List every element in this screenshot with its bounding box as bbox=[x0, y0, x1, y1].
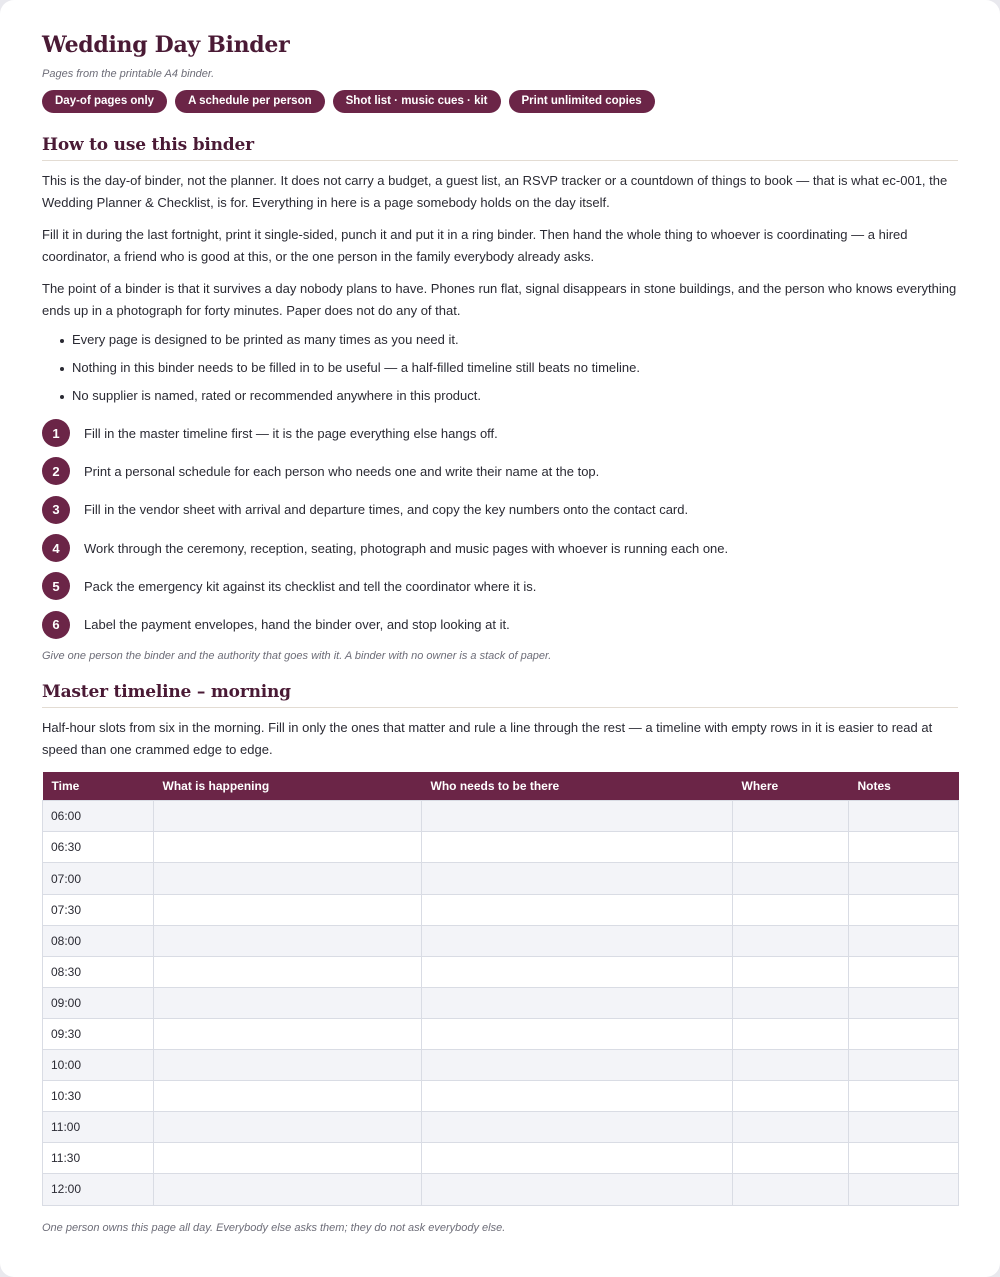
who-cell bbox=[422, 863, 733, 894]
intro-paragraph-1: This is the day-of binder, not the planner. It does not carry a budget, a guest list, an RSVP tracker or a countdown of things to book — that is what ec-001, the Wedding Planner & Checklist, is for. Everything in here is a page somebody holds on the day itself. bbox=[42, 173, 948, 210]
who-cell bbox=[422, 1050, 733, 1081]
timeline-table bbox=[42, 772, 959, 1206]
notes-cell bbox=[849, 956, 959, 987]
timeline-heading: Master timeline – morning bbox=[42, 682, 958, 708]
step-list bbox=[42, 414, 958, 644]
table-row bbox=[43, 801, 959, 832]
table-row bbox=[43, 863, 959, 894]
step-number-badge: 1 bbox=[42, 419, 70, 447]
column-header-who: Who needs to be there bbox=[422, 772, 733, 801]
what-cell bbox=[154, 987, 422, 1018]
notes-cell bbox=[849, 1112, 959, 1143]
notes-cell bbox=[849, 987, 959, 1018]
notes-cell bbox=[849, 1143, 959, 1174]
who-cell bbox=[422, 956, 733, 987]
table-row bbox=[43, 1112, 959, 1143]
who-cell bbox=[422, 1143, 733, 1174]
where-cell bbox=[733, 1081, 849, 1112]
table-header-row bbox=[43, 772, 959, 801]
what-cell bbox=[154, 1112, 422, 1143]
how-to-use-heading: How to use this binder bbox=[42, 135, 958, 161]
notes-cell bbox=[849, 832, 959, 863]
step-number-badge: 2 bbox=[42, 457, 70, 485]
page-title: Wedding Day Binder bbox=[42, 32, 290, 58]
what-cell bbox=[154, 801, 422, 832]
column-header-time: Time bbox=[43, 772, 154, 801]
step-number-badge: 4 bbox=[42, 534, 70, 562]
who-cell bbox=[422, 832, 733, 863]
table-row bbox=[43, 1143, 959, 1174]
time-cell: 09:00 bbox=[43, 987, 154, 1018]
step-text: Label the payment envelopes, hand the binder over, and stop looking at it. bbox=[84, 617, 510, 633]
notes-cell bbox=[849, 1081, 959, 1112]
time-cell: 06:30 bbox=[43, 832, 154, 863]
time-cell: 10:00 bbox=[43, 1050, 154, 1081]
table-row bbox=[43, 925, 959, 956]
where-cell bbox=[733, 1174, 849, 1205]
table-row bbox=[43, 1050, 959, 1081]
step-item bbox=[42, 491, 958, 529]
time-cell: 07:30 bbox=[43, 894, 154, 925]
who-cell bbox=[422, 801, 733, 832]
time-cell: 08:30 bbox=[43, 956, 154, 987]
step-item bbox=[42, 567, 958, 605]
who-cell bbox=[422, 1081, 733, 1112]
timeline-intro: Half-hour slots from six in the morning. Fill in only the ones that matter and rule a line through the rest — a timeline with empty rows in it is easier to read at speed than one crammed edge to edge. bbox=[42, 719, 933, 757]
table-row bbox=[43, 1174, 959, 1205]
intro-paragraph-2: Fill it in during the last fortnight, print it single-sided, punch it and put it in a ring binder. Then hand the whole thing to whoever is coordinating — a hired coordinator, a friend who is good at this, or the one person in the family everybody already asks. bbox=[42, 227, 908, 264]
bullet-item: Every page is designed to be printed as many times as you need it. bbox=[60, 331, 958, 349]
who-cell bbox=[422, 1174, 733, 1205]
what-cell bbox=[154, 863, 422, 894]
step-text: Fill in the master timeline first — it is the page everything else hangs off. bbox=[84, 425, 498, 441]
table-row bbox=[43, 832, 959, 863]
what-cell bbox=[154, 956, 422, 987]
who-cell bbox=[422, 1018, 733, 1049]
feature-pills bbox=[42, 90, 958, 113]
time-cell: 11:30 bbox=[43, 1143, 154, 1174]
notes-cell bbox=[849, 1174, 959, 1205]
column-header-what: What is happening bbox=[154, 772, 422, 801]
where-cell bbox=[733, 956, 849, 987]
notes-cell bbox=[849, 1018, 959, 1049]
time-cell: 12:00 bbox=[43, 1174, 154, 1205]
time-cell: 06:00 bbox=[43, 801, 154, 832]
time-cell: 07:00 bbox=[43, 863, 154, 894]
what-cell bbox=[154, 1081, 422, 1112]
pill-day-of-pages: Day-of pages only bbox=[42, 90, 167, 113]
time-cell: 08:00 bbox=[43, 925, 154, 956]
column-header-where: Where bbox=[733, 772, 849, 801]
notes-cell bbox=[849, 925, 959, 956]
table-row bbox=[43, 1081, 959, 1112]
notes-cell bbox=[849, 801, 959, 832]
bullet-list bbox=[42, 331, 958, 405]
pill-print-unlimited: Print unlimited copies bbox=[509, 90, 655, 113]
step-number-badge: 3 bbox=[42, 496, 70, 524]
timeline-owner-note: One person owns this page all day. Everybody else asks them; they do not ask everybody else. bbox=[42, 1221, 506, 1234]
time-cell: 10:30 bbox=[43, 1081, 154, 1112]
where-cell bbox=[733, 987, 849, 1018]
notes-cell bbox=[849, 1050, 959, 1081]
step-text: Fill in the vendor sheet with arrival and departure times, and copy the key numbers onto the contact card. bbox=[84, 502, 689, 518]
pill-schedule-per-person: A schedule per person bbox=[175, 90, 325, 113]
pill-shot-list: Shot list · music cues · kit bbox=[333, 90, 501, 113]
step-text: Work through the ceremony, reception, seating, photograph and music pages with whoever is running each one. bbox=[84, 540, 729, 556]
where-cell bbox=[733, 832, 849, 863]
what-cell bbox=[154, 1050, 422, 1081]
what-cell bbox=[154, 1018, 422, 1049]
notes-cell bbox=[849, 863, 959, 894]
who-cell bbox=[422, 1112, 733, 1143]
what-cell bbox=[154, 1143, 422, 1174]
where-cell bbox=[733, 1143, 849, 1174]
bullet-item: Nothing in this binder needs to be filled in to be useful — a half-filled timeline still beats no timeline. bbox=[60, 359, 958, 377]
who-cell bbox=[422, 894, 733, 925]
where-cell bbox=[733, 863, 849, 894]
where-cell bbox=[733, 1112, 849, 1143]
where-cell bbox=[733, 1018, 849, 1049]
bullet-item: No supplier is named, rated or recommended anywhere in this product. bbox=[60, 387, 958, 405]
page-subtitle: Pages from the printable A4 binder. bbox=[42, 68, 215, 80]
what-cell bbox=[154, 832, 422, 863]
intro-paragraph-3: The point of a binder is that it survives a day nobody plans to have. Phones run flat, signal disappears in stone buildings, and the person who knows everything ends up in a photograph for forty minutes. Paper does not do any of that. bbox=[42, 281, 957, 318]
where-cell bbox=[733, 1050, 849, 1081]
what-cell bbox=[154, 925, 422, 956]
table-row bbox=[43, 1018, 959, 1049]
step-number-badge: 5 bbox=[42, 572, 70, 600]
step-text: Pack the emergency kit against its checklist and tell the coordinator where it is. bbox=[84, 578, 537, 594]
who-cell bbox=[422, 925, 733, 956]
where-cell bbox=[733, 801, 849, 832]
time-cell: 09:30 bbox=[43, 1018, 154, 1049]
notes-cell bbox=[849, 894, 959, 925]
where-cell bbox=[733, 925, 849, 956]
table-row bbox=[43, 894, 959, 925]
step-item bbox=[42, 529, 958, 567]
what-cell bbox=[154, 1174, 422, 1205]
step-item bbox=[42, 414, 958, 452]
step-number-badge: 6 bbox=[42, 611, 70, 639]
step-item bbox=[42, 605, 958, 643]
time-cell: 11:00 bbox=[43, 1112, 154, 1143]
table-row bbox=[43, 956, 959, 987]
what-cell bbox=[154, 894, 422, 925]
timeline-body bbox=[43, 801, 959, 1205]
table-row bbox=[43, 987, 959, 1018]
binder-owner-note: Give one person the binder and the authority that goes with it. A binder with no owner is a stack of paper. bbox=[42, 649, 552, 662]
where-cell bbox=[733, 894, 849, 925]
step-item bbox=[42, 452, 958, 490]
who-cell bbox=[422, 987, 733, 1018]
column-header-notes: Notes bbox=[849, 772, 959, 801]
step-text: Print a personal schedule for each person who needs one and write their name at the top. bbox=[84, 463, 600, 479]
